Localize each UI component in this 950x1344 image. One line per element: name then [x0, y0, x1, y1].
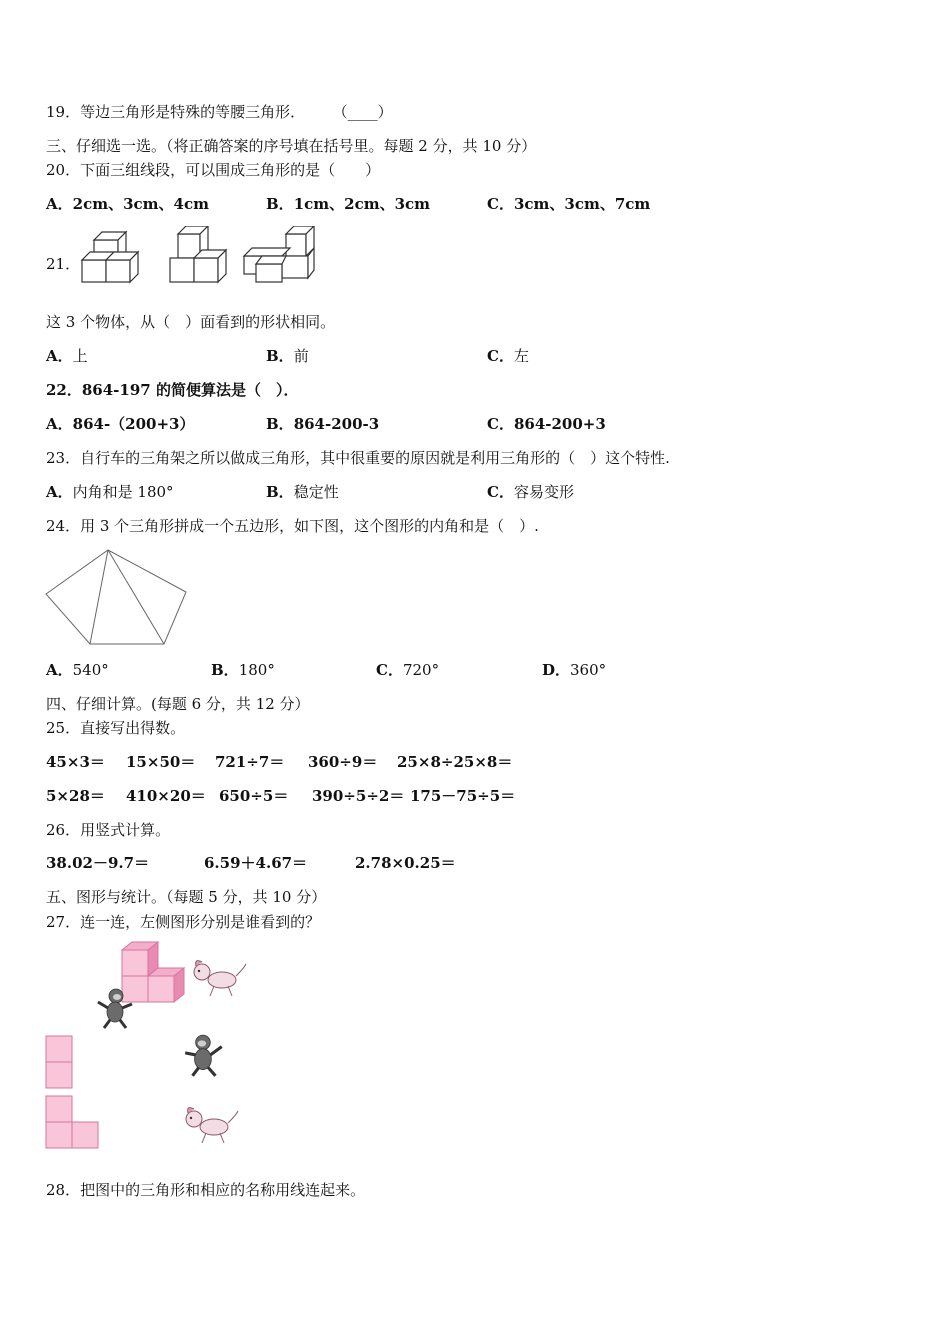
q21-option-c[interactable]: C．左 [487, 347, 529, 365]
q20-option-c[interactable]: C．3cm、3cm、7cm [487, 195, 651, 213]
calc-item: 15×50＝ [126, 753, 196, 771]
dog-icon [188, 956, 248, 1000]
question-21-number: 21． [46, 255, 81, 273]
cube-object-3 [244, 226, 314, 282]
monkey-icon [180, 1032, 228, 1080]
q21-option-a[interactable]: A．上 [46, 347, 88, 365]
calc-item: 390÷5÷2＝ [312, 787, 405, 805]
q22-option-c[interactable]: C．864-200+3 [487, 415, 606, 433]
q24-option-d[interactable]: D．360° [542, 661, 607, 679]
calc-item: 175－75÷5＝ [410, 787, 516, 805]
cube-object-2 [170, 226, 226, 282]
calc-item: 5×28＝ [46, 787, 105, 805]
q24-option-c[interactable]: C．720° [376, 661, 440, 679]
dog-icon [180, 1102, 240, 1148]
q21-option-b[interactable]: B．前 [266, 347, 309, 365]
cube-object-1 [82, 232, 138, 282]
calc-item: 410×20＝ [126, 787, 206, 805]
cube-figures [74, 226, 324, 288]
monkey-icon [92, 986, 138, 1032]
vertical-calc-item: 38.02－9.7＝ [46, 854, 150, 872]
question-19-text: 19．等边三角形是特殊的等腰三角形． [46, 103, 306, 121]
vertical-calc-item: 6.59＋4.67＝ [204, 854, 308, 872]
vertical-two-squares-shape [44, 1034, 76, 1090]
question-23-text: 23．自行车的三角架之所以做成三角形，其中很重要的原因就是利用三角形的（ ）这个特性. [46, 449, 670, 467]
calc-item: 360÷9＝ [308, 753, 378, 771]
q23-option-b[interactable]: B．稳定性 [266, 483, 339, 501]
l-shape-three-squares [44, 1094, 100, 1150]
q22-option-a[interactable]: A．864-（200+3） [46, 415, 195, 433]
calc-item: 650÷5＝ [219, 787, 289, 805]
q20-option-b[interactable]: B．1cm、2cm、3cm [266, 195, 431, 213]
q23-option-c[interactable]: C．容易变形 [487, 483, 574, 501]
question-20-text: 20．下面三组线段，可以围成三角形的是（ ） [46, 161, 381, 179]
q24-option-a[interactable]: A．540° [46, 661, 109, 679]
calc-item: 45×3＝ [46, 753, 105, 771]
question-26-text: 26．用竖式计算。 [46, 821, 171, 839]
question-24-text: 24．用 3 个三角形拼成一个五边形，如下图，这个图形的内角和是（ ）. [46, 517, 539, 535]
question-22-text: 22．864-197 的简便算法是（ ）． [46, 381, 299, 399]
q23-option-a[interactable]: A．内角和是 180° [46, 483, 174, 501]
question-25-text: 25．直接写出得数。 [46, 719, 186, 737]
calc-item: 721÷7＝ [215, 753, 285, 771]
section-5-title: 五、图形与统计。（每题 5 分，共 10 分） [46, 888, 327, 906]
section-3-title: 三、仔细选一选。（将正确答案的序号填在括号里。每题 2 分，共 10 分） [46, 137, 537, 155]
q20-option-a[interactable]: A．2cm、3cm、4cm [46, 195, 209, 213]
pentagon-figure [40, 546, 192, 648]
vertical-calc-item: 2.78×0.25＝ [355, 854, 456, 872]
calc-item: 25×8÷25×8＝ [397, 753, 513, 771]
question-28-text: 28．把图中的三角形和相应的名称用线连起来。 [46, 1181, 366, 1199]
question-21-text: 这 3 个物体，从（ ）面看到的形状相同。 [46, 313, 336, 331]
answer-blank[interactable]: （____） [332, 103, 393, 121]
question-27-text: 27．连一连，左侧图形分别是谁看到的？ [46, 913, 321, 931]
q22-option-b[interactable]: B．864-200-3 [266, 415, 380, 433]
section-4-title: 四、仔细计算。(每题 6 分，共 12 分） [46, 695, 310, 713]
question-19 [46, 102, 393, 122]
q24-option-b[interactable]: B．180° [211, 661, 275, 679]
